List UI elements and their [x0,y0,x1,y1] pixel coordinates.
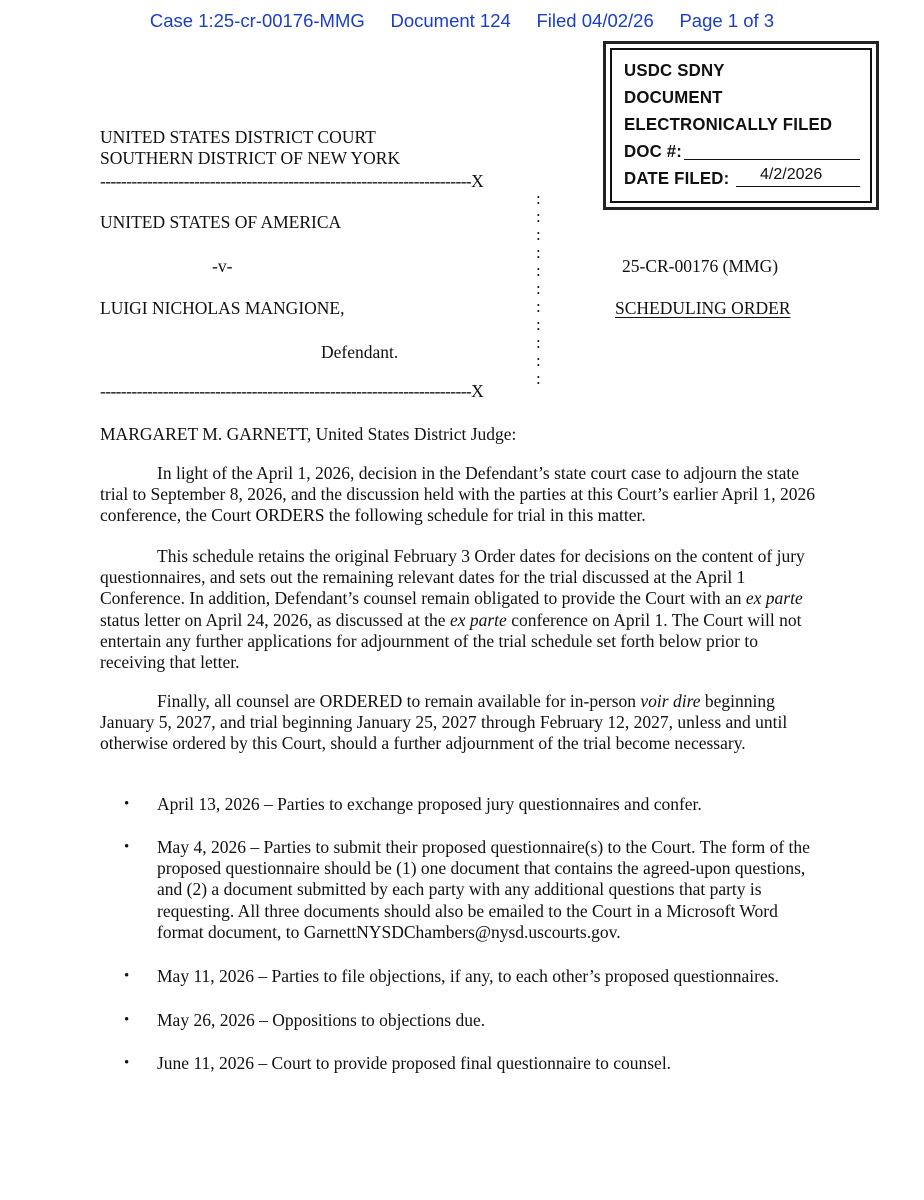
stamp-electronically-filed: ELECTRONICALLY FILED [624,114,833,134]
stamp-usdc: USDC SDNY [624,60,725,80]
caption-colon-column: : : : : : : : : : : : [536,189,541,388]
court-name-line1: UNITED STATES DISTRICT COURT [100,127,376,147]
defendant-name: LUIGI NICHOLAS MANGIONE, [100,298,345,318]
case-number: 25-CR-00176 (MMG) [622,256,779,276]
ecf-header [0,10,924,32]
bullet-icon: • [124,1012,130,1028]
stamp-date-filed-label: DATE FILED: [624,168,730,188]
paragraph-3: Finally, all counsel are ORDERED to remain available for in-person voir dire beginning January 5, 2027, and trial beginning January 25, 2027 through February 12, 2027, unless and until otherwise ordered by this Court, should a further adjournment of the trial become necessary. [100,691,788,754]
stamp-doc-number-label: DOC #: [624,141,683,161]
bullet-icon: • [124,1055,130,1071]
court-name-line2: SOUTHERN DISTRICT OF NEW YORK [100,148,401,168]
paragraph-2: This schedule retains the original February 3 Order dates for decisions on the content of jury questionnaires, and sets out the remaining relevant dates for the trial discussed at the April 1 Conference. In addition, Defendant’s counsel remain obligated to provide the Court with an ex parte status letter on April 24, 2026, as discussed at the ex parte conference on April 1. The Court will not entertain any further applications for adjournment of the trial schedule set forth below prior to receiving that letter. [100,546,805,673]
header-page-number: Page 1 of 3 [679,10,775,31]
stamp-date-value: 4/2/2026 [760,166,823,183]
order-title: SCHEDULING ORDER [615,298,791,318]
header-document-number: Document 124 [390,10,511,31]
versus: -v- [212,256,233,276]
stamp-date-underline [736,186,860,187]
header-case-number: Case 1:25-cr-00176-MMG [149,10,365,31]
filing-stamp [610,48,872,203]
stamp-document: DOCUMENT [624,87,723,107]
bullet-icon: • [124,968,130,984]
judge-line: MARGARET M. GARNETT, United States District Judge: [100,424,517,444]
caption-top-rule: -----------------------------------------------------------------------X [100,171,484,191]
header-filed-date: Filed 04/02/26 [536,10,654,31]
bullet-icon: • [124,796,130,812]
bullet-icon: • [124,839,130,855]
plaintiff-name: UNITED STATES OF AMERICA [100,212,342,232]
defendant-label: Defendant. [321,342,399,362]
stamp-doc-underline [684,159,860,160]
caption-bottom-rule: -----------------------------------------------------------------------X [100,381,484,401]
paragraph-1: In light of the April 1, 2026, decision in the Defendant’s state court case to adjourn the state trial to September 8, 2026, and the discussion held with the parties at this Court’s earlier April 1, 2026 conference, the Court ORDERS the following schedule for trial in this matter. [100,463,815,526]
